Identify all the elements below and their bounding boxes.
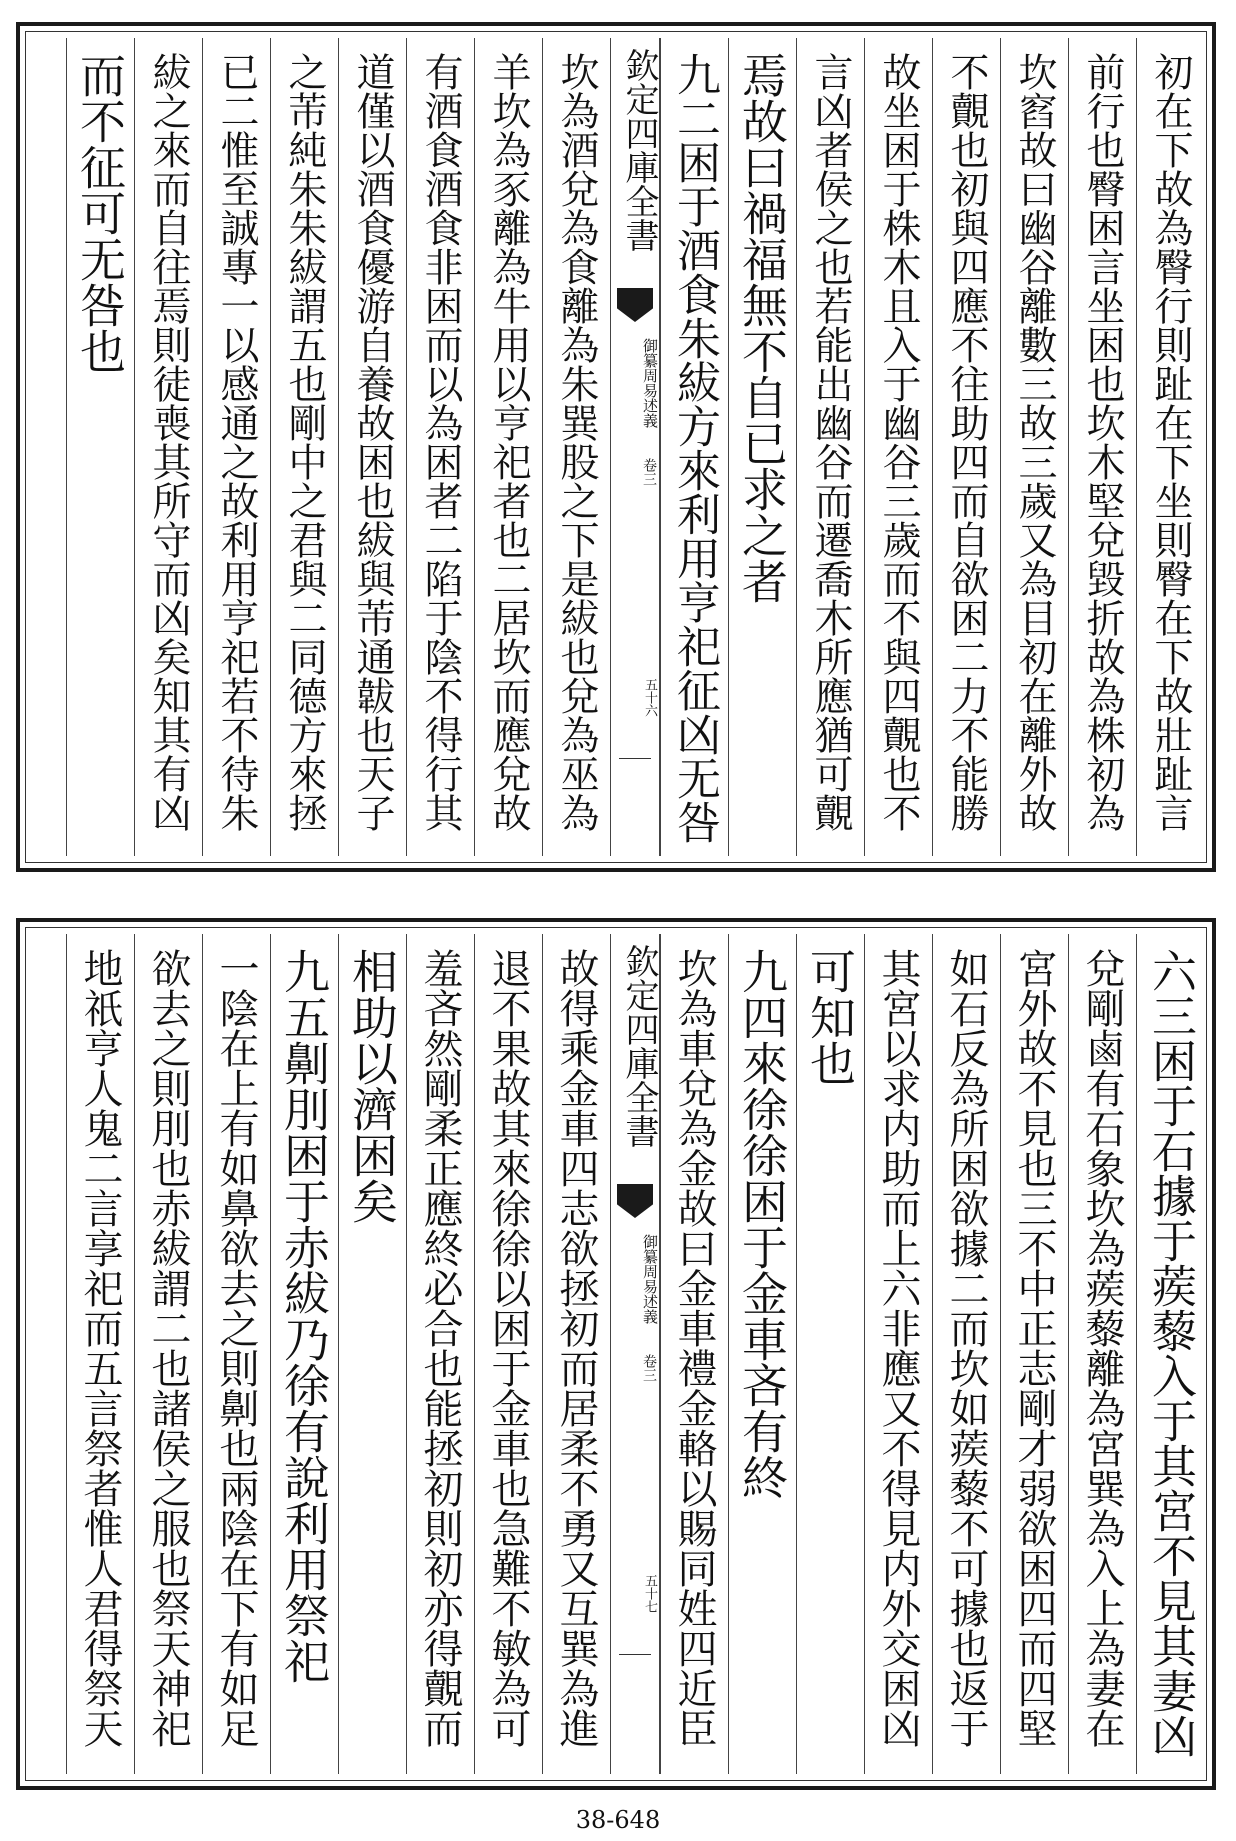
column-text: 有酒食酒食非困而以為困者二陷于陰不得行其 [418,52,463,832]
text-column [660,934,728,1774]
text-column [202,38,270,856]
column-text: 地祇亨人鬼二言享祀而五言祭者惟人君得祭天 [77,948,123,1748]
column-text: 故得乘金車四志欲拯初而居柔不勇又互巽為進 [553,948,599,1748]
column-text: 焉故曰禍福無不自已求之者 [735,52,789,604]
column-text: 如石反為所困欲據二而坎如蒺藜不可據也返于 [943,948,989,1748]
column-text: 前行也臀困言坐困也坎木堅兌毀折故為株初為 [1080,52,1125,832]
column-text: 羊坎為豕離為牛用以亨祀者也二居坎而應兌故 [486,52,531,832]
gutter-title: 欽定四庫全書 [619,48,659,252]
column-text: 宮外故不見也三不中正志剛才弱欲困四而四堅 [1011,948,1057,1748]
text-column [474,38,542,856]
text-column [542,38,610,856]
text-column [864,934,932,1774]
text-column [1136,38,1204,856]
column-text: 六三困于石據于蒺藜入于其宮不見其妻凶 [1144,948,1197,1758]
text-column [796,934,864,1774]
text-column [66,934,134,1774]
column-text: 兌剛鹵有石象坎為蒺藜離為宮巽為入上為妻在 [1079,948,1125,1748]
column-text: 而不征可无咎也 [73,52,127,374]
center-gutter [610,38,660,856]
column-text: 退不果故其來徐徐以困于金車也急難不敏為可 [485,948,531,1748]
text-column [1068,934,1136,1774]
gutter-subtitle: 御纂周易述義 [641,1234,659,1324]
column-text: 初在下故為臀行則趾在下坐則臀在下故壯趾言 [1148,52,1193,832]
text-column [932,934,1000,1774]
text-column [202,934,270,1774]
column-text: 欲去之則刖也赤紱謂二也諸侯之服也祭天神祀 [145,948,191,1748]
text-column [1000,934,1068,1774]
text-column [1068,38,1136,856]
text-column [728,934,796,1774]
column-text: 坎為酒兌為食離為朱巽股之下是紱也兌為巫為 [554,52,599,832]
fishtail-mark [617,288,653,322]
center-gutter [610,934,660,1774]
column-text: 已二惟至誠專一以感通之故利用亨祀若不待朱 [214,52,259,832]
text-column [338,934,406,1774]
gutter-subtitle: 御纂周易述義 [641,338,659,428]
top-text-columns [32,38,1200,856]
text-column [406,38,474,856]
text-column [1136,934,1204,1774]
column-text: 不覿也初與四應不往助四而自欲困二力不能勝 [944,52,989,832]
text-column [270,934,338,1774]
column-text: 坎為車兌為金故曰金車禮金輅以賜同姓四近臣 [671,948,717,1748]
column-text: 言凶者侯之也若能出幽谷而遷喬木所應猶可覿 [808,52,853,832]
page-footer-number: 38-648 [575,1806,661,1834]
gutter-page-number: 五十七 [642,1574,657,1613]
gutter-rule [619,758,651,759]
text-column [728,38,796,856]
text-column [474,934,542,1774]
column-text: 相助以濟困矣 [345,948,399,1224]
text-column [542,934,610,1774]
column-text: 一陰在上有如鼻欲去之則劓也兩陰在下有如足 [213,948,259,1748]
text-column [864,38,932,856]
gutter-volume: 卷三 [641,458,657,486]
text-column [338,38,406,856]
top-page-panel [16,22,1216,872]
text-column [932,38,1000,856]
column-text: 九四來徐徐困于金車吝有終 [735,948,789,1500]
text-column [796,38,864,856]
column-text: 紱之來而自往焉則徒喪其所守而凶矣知其有凶 [146,52,191,832]
gutter-rule [619,1654,651,1655]
bottom-page-panel [16,918,1216,1790]
text-column [406,934,474,1774]
column-text: 可知也 [803,948,857,1086]
fishtail-mark [617,1184,653,1218]
column-text: 道僅以酒食優游自養故困也紱與芾通韍也天子 [350,52,395,832]
column-text: 坎窞故曰幽谷離數三故三歲又為目初在離外故 [1012,52,1057,832]
gutter-title: 欽定四庫全書 [619,944,659,1148]
gutter-volume: 卷三 [641,1354,657,1382]
text-column [270,38,338,856]
column-text: 之芾純朱朱紱謂五也剛中之君與二同德方來拯 [282,52,327,832]
text-column [660,38,728,856]
column-text: 九二困于酒食朱紱方來利用亨祀征凶无咎 [669,52,720,844]
column-text: 羞吝然剛柔正應終必合也能拯初則初亦得覿而 [417,948,463,1748]
column-text: 九五劓刖困于赤紱乃徐有說利用祭祀 [277,948,331,1684]
text-column [1000,38,1068,856]
text-column [134,38,202,856]
column-text: 故坐困于株木且入于幽谷三歲而不與四覿也不 [876,52,921,832]
column-text: 其宮以求内助而上六非應又不得見内外交困凶 [875,948,921,1748]
gutter-page-number: 五十六 [642,678,657,717]
text-column [134,934,202,1774]
text-column [66,38,134,856]
bottom-text-columns [32,934,1200,1774]
